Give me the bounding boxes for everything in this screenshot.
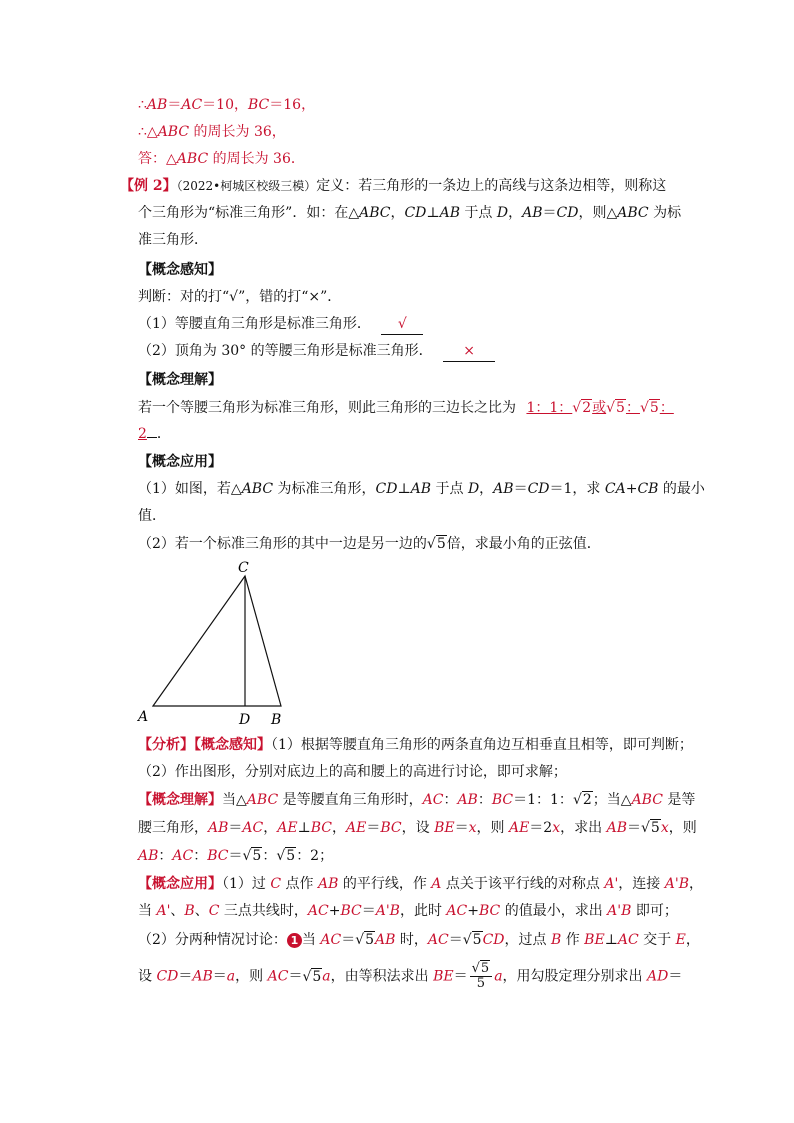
var: x — [660, 820, 669, 836]
text: 值． — [138, 508, 166, 524]
text: ，设 — [401, 820, 435, 836]
analysis-8 — [138, 930, 700, 950]
analysis-4 — [138, 818, 697, 838]
var: a — [322, 968, 331, 985]
text: ＝ — [228, 820, 243, 836]
text: 当△ — [222, 792, 247, 808]
text: + — [625, 481, 638, 497]
text: ⊥ — [604, 932, 618, 948]
text: 为标 — [648, 205, 682, 221]
text: 5 — [480, 961, 490, 976]
analysis-7 — [138, 901, 678, 921]
text: 作 — [561, 932, 585, 948]
text: ＝ — [212, 968, 227, 985]
var: AB — [522, 205, 543, 221]
text: 时， — [395, 932, 428, 948]
text: （1）过 — [222, 876, 271, 892]
var: BC — [310, 820, 333, 836]
text: ＝ — [341, 932, 356, 948]
text: 或 — [592, 400, 607, 416]
text: 、 — [170, 903, 185, 919]
text: ， — [263, 820, 278, 836]
var: AB — [410, 481, 432, 497]
example-line-2 — [138, 203, 681, 223]
var: AB — [606, 820, 627, 836]
text: 5 — [286, 848, 296, 864]
text: ， — [390, 205, 405, 221]
label-b: B — [271, 712, 282, 728]
var: x — [468, 820, 477, 836]
text: ，则 — [235, 968, 268, 985]
text: 的周长为 36， — [189, 124, 286, 140]
var: ABC — [241, 481, 274, 497]
var: BC — [340, 903, 362, 919]
fraction — [470, 962, 493, 991]
text: 答：△ — [138, 151, 177, 167]
var: BC — [478, 903, 501, 919]
var: AB — [192, 968, 213, 985]
text: 5 — [365, 932, 375, 948]
text: 5 — [616, 400, 625, 416]
analysis-9 — [138, 962, 682, 991]
sqrt: √5 — [276, 848, 296, 864]
var: ABC — [617, 205, 649, 221]
text: 【概念感知】 — [138, 262, 222, 278]
var: ABC — [359, 205, 391, 221]
text: 倍，求最小角的正弦值． — [446, 536, 601, 552]
var: C — [270, 876, 282, 892]
text: ： — [443, 792, 458, 808]
var: BE — [434, 820, 455, 836]
text: ，求出 — [560, 820, 607, 836]
text: 点作 — [281, 876, 318, 892]
var: AC — [617, 932, 639, 948]
text: ： — [625, 400, 640, 416]
text: 是等 — [662, 792, 696, 808]
text: 5 — [476, 976, 486, 991]
understanding-line-2 — [138, 424, 171, 444]
heading-concept-application — [138, 452, 222, 472]
sqrt: √5 — [471, 961, 490, 976]
var: AE — [277, 820, 298, 836]
text: 5 — [312, 968, 322, 985]
text: （2）分两种情况讨论： — [138, 932, 287, 948]
text: 三点共线时， — [219, 903, 308, 919]
text: ＝ — [542, 205, 557, 221]
text: ： — [193, 848, 208, 864]
var: AC — [267, 968, 289, 985]
sqrt: √5 — [606, 400, 625, 416]
example-line-1 — [120, 176, 666, 196]
analysis-6 — [138, 874, 703, 894]
text: 是等腰直角三角形时， — [278, 792, 423, 808]
text: （2）作出图形，分别对底边上的高和腰上的高进行讨论，即可求解； — [138, 764, 567, 780]
sqrt: √5 — [640, 820, 660, 836]
text: 【概念理解】 — [138, 372, 222, 388]
text: ：2； — [296, 848, 334, 864]
text: 腰三角形， — [138, 820, 208, 836]
text: 准三角形． — [138, 232, 208, 248]
text: 5 — [650, 820, 660, 836]
text: （1）等腰直角三角形是标准三角形． — [138, 316, 371, 332]
text: ∴ — [138, 97, 147, 113]
text: 若一个等腰三角形为标准三角形，则此三角形的三边长之比为 — [138, 400, 516, 416]
text: + — [328, 903, 341, 919]
text: 的值最小，求出 — [500, 903, 608, 919]
text: ，连接 — [618, 876, 665, 892]
example-source: （2022•柯城区校级三模） — [176, 179, 317, 193]
var: BE — [433, 968, 454, 985]
var: x — [552, 820, 561, 836]
var: CB — [637, 481, 659, 497]
application-2 — [138, 534, 601, 554]
text: ， — [479, 481, 494, 497]
circled-number-1: 1 — [287, 933, 302, 948]
var: AC — [181, 97, 203, 113]
answer-blank-1 — [381, 314, 423, 335]
var: A'B — [375, 903, 400, 919]
answer-blank-2 — [443, 341, 495, 362]
var: B — [184, 903, 195, 919]
var: AD — [647, 968, 669, 985]
var: AB — [375, 932, 396, 948]
var: AC — [422, 792, 444, 808]
var: BE — [584, 932, 605, 948]
label-c: C — [238, 560, 249, 576]
var: AC — [320, 932, 342, 948]
text: ： — [659, 400, 674, 416]
text: 设 — [138, 968, 157, 985]
text: 即可； — [631, 903, 678, 919]
text: 2 — [582, 792, 592, 808]
text: 【概念应用】 — [138, 876, 222, 892]
var: A' — [604, 876, 619, 892]
sqrt: √5 — [242, 848, 262, 864]
text: （2）若一个标准三角形的其中一边是另一边的 — [138, 536, 427, 552]
text: ： — [262, 848, 277, 864]
var: AB — [457, 792, 478, 808]
analysis-5 — [138, 846, 333, 866]
text: 为标准三角形， — [273, 481, 376, 497]
var: AB — [208, 820, 229, 836]
text: ，则 — [476, 820, 509, 836]
var: CD — [482, 932, 505, 948]
text: （1）根据等腰直角三角形的两条直角边互相垂直且相等，即可判断； — [271, 737, 693, 753]
var: A — [431, 876, 442, 892]
var: AE — [346, 820, 367, 836]
var: AB — [439, 205, 460, 221]
text: 的最小 — [658, 481, 705, 497]
question-1 — [138, 314, 423, 335]
var: CD — [527, 481, 550, 497]
var: BC — [380, 820, 402, 836]
var: AB — [493, 481, 514, 497]
var: BC — [207, 848, 229, 864]
text: 交于 — [638, 932, 676, 948]
text: ⊥ — [426, 205, 440, 221]
text: ， — [332, 820, 347, 836]
text: 5 — [472, 932, 482, 948]
text: ＝ — [361, 903, 376, 919]
answer: × — [463, 343, 475, 359]
text: ＝16， — [269, 97, 316, 113]
text: 于点 — [459, 205, 497, 221]
var: CD — [404, 205, 427, 221]
text: ＝ — [167, 97, 182, 113]
application-1-cont — [138, 506, 166, 526]
text: 判断：对的打“√”，错的打“×”． — [138, 289, 342, 305]
text: 的平行线，作 — [338, 876, 432, 892]
sqrt: √2 — [572, 792, 592, 808]
text: 【概念理解】 — [138, 792, 222, 808]
text: ⊥ — [397, 481, 411, 497]
text: 个三角形为“标准三角形”．如：在△ — [138, 205, 360, 221]
text: ，由等积法求出 — [330, 968, 434, 985]
triangle-abc — [153, 576, 281, 706]
text: ， — [685, 932, 700, 948]
analysis-3 — [138, 790, 695, 810]
sqrt: √5 — [639, 400, 659, 416]
text: ＝ — [288, 968, 303, 985]
var: AB — [138, 848, 159, 864]
text: 1：1： — [526, 400, 573, 416]
text: （1）如图，若△ — [138, 481, 242, 497]
analysis-1 — [138, 735, 693, 755]
text: ＝ — [448, 932, 463, 948]
text: ＝ — [454, 820, 469, 836]
text: 5 — [649, 400, 659, 416]
text: 5 — [252, 848, 262, 864]
text: ，用勾股定理分别求出 — [502, 968, 647, 985]
var: E — [675, 932, 686, 948]
text: 【分析】 — [138, 737, 194, 753]
var: AC — [242, 820, 264, 836]
var: A'B — [664, 876, 689, 892]
var: AC — [307, 903, 329, 919]
text: ＝2 — [529, 820, 553, 836]
var: AB — [317, 876, 339, 892]
text: 【概念应用】 — [138, 454, 222, 470]
text: ＝1：1： — [513, 792, 573, 808]
var: ABC — [157, 124, 190, 140]
text: 的周长为 36． — [208, 151, 305, 167]
text: ⊥ — [297, 820, 311, 836]
var: CA — [604, 481, 626, 497]
var: ABC — [176, 151, 209, 167]
text: ＝ — [453, 968, 468, 985]
var: BC — [247, 97, 270, 113]
label-a: A — [138, 709, 149, 725]
text: 5 — [436, 536, 446, 552]
var: ABC — [631, 792, 663, 808]
text: ，则△ — [578, 205, 618, 221]
example-line-3 — [138, 230, 208, 250]
text: ： — [158, 848, 173, 864]
text: ＝ — [626, 820, 641, 836]
var: ABC — [246, 792, 279, 808]
var: A' — [156, 903, 171, 919]
sqrt: √5 — [426, 536, 446, 552]
sqrt: √5 — [462, 932, 482, 948]
var: a — [494, 968, 503, 985]
text: ， — [689, 876, 703, 892]
text: 2 — [138, 426, 147, 442]
text: ，则 — [668, 820, 697, 836]
var: CD — [556, 205, 579, 221]
text: （2）顶角为 30° 的等腰三角形是标准三角形． — [138, 343, 433, 359]
text: ＝ — [228, 848, 243, 864]
var: D — [467, 481, 480, 497]
solution-line-3 — [138, 149, 305, 169]
sqrt: √5 — [302, 968, 322, 985]
text: ＝ — [513, 481, 528, 497]
heading-concept-understanding — [138, 370, 222, 390]
var: B — [550, 932, 562, 948]
var: a — [226, 968, 236, 985]
solution-line-2 — [138, 122, 286, 142]
text: ，过点 — [504, 932, 551, 948]
sqrt: √2 — [572, 400, 592, 416]
var: CD — [375, 481, 398, 497]
text: ： — [477, 792, 492, 808]
example-tag: 【例 2】 — [120, 178, 177, 194]
application-1 — [138, 479, 705, 499]
text: ，此时 — [399, 903, 447, 919]
text: ＝ — [178, 968, 193, 985]
var: AC — [427, 932, 449, 948]
text: 2 — [582, 400, 592, 416]
sqrt: √5 — [355, 932, 375, 948]
text: 定义：若三角形的一条边上的高线与这条边相等，则称这 — [316, 178, 667, 194]
text: ＝ — [668, 968, 683, 985]
text: ． — [156, 426, 171, 442]
var: AC — [446, 903, 468, 919]
var: AE — [508, 820, 530, 836]
text: 点关于该平行线的对称点 — [441, 876, 605, 892]
var: C — [208, 903, 220, 919]
text: ＝1，求 — [549, 481, 605, 497]
text: ， — [508, 205, 523, 221]
analysis-2 — [138, 762, 567, 782]
text: 【概念感知】 — [194, 737, 271, 753]
var: BC — [491, 792, 514, 808]
var: CD — [156, 968, 179, 985]
answer: √ — [397, 316, 407, 332]
text: + — [467, 903, 479, 919]
var: AB — [146, 97, 168, 113]
understanding-line-1 — [138, 398, 674, 418]
text: 于点 — [431, 481, 468, 497]
label-d: D — [239, 712, 251, 728]
text: 当 — [138, 903, 157, 919]
text: ＝ — [366, 820, 381, 836]
judge-instruction — [138, 287, 341, 307]
text: ；当△ — [592, 792, 632, 808]
text: 、 — [194, 903, 209, 919]
var: A'B — [607, 903, 632, 919]
text: ∴△ — [138, 124, 158, 140]
var: D — [496, 205, 509, 221]
var: AC — [172, 848, 194, 864]
text: 当 — [301, 932, 321, 948]
question-2 — [138, 341, 495, 362]
heading-concept-perception — [138, 260, 222, 280]
solution-line-1 — [138, 95, 315, 115]
text: ＝10， — [202, 97, 248, 113]
understanding-answer — [526, 400, 673, 416]
